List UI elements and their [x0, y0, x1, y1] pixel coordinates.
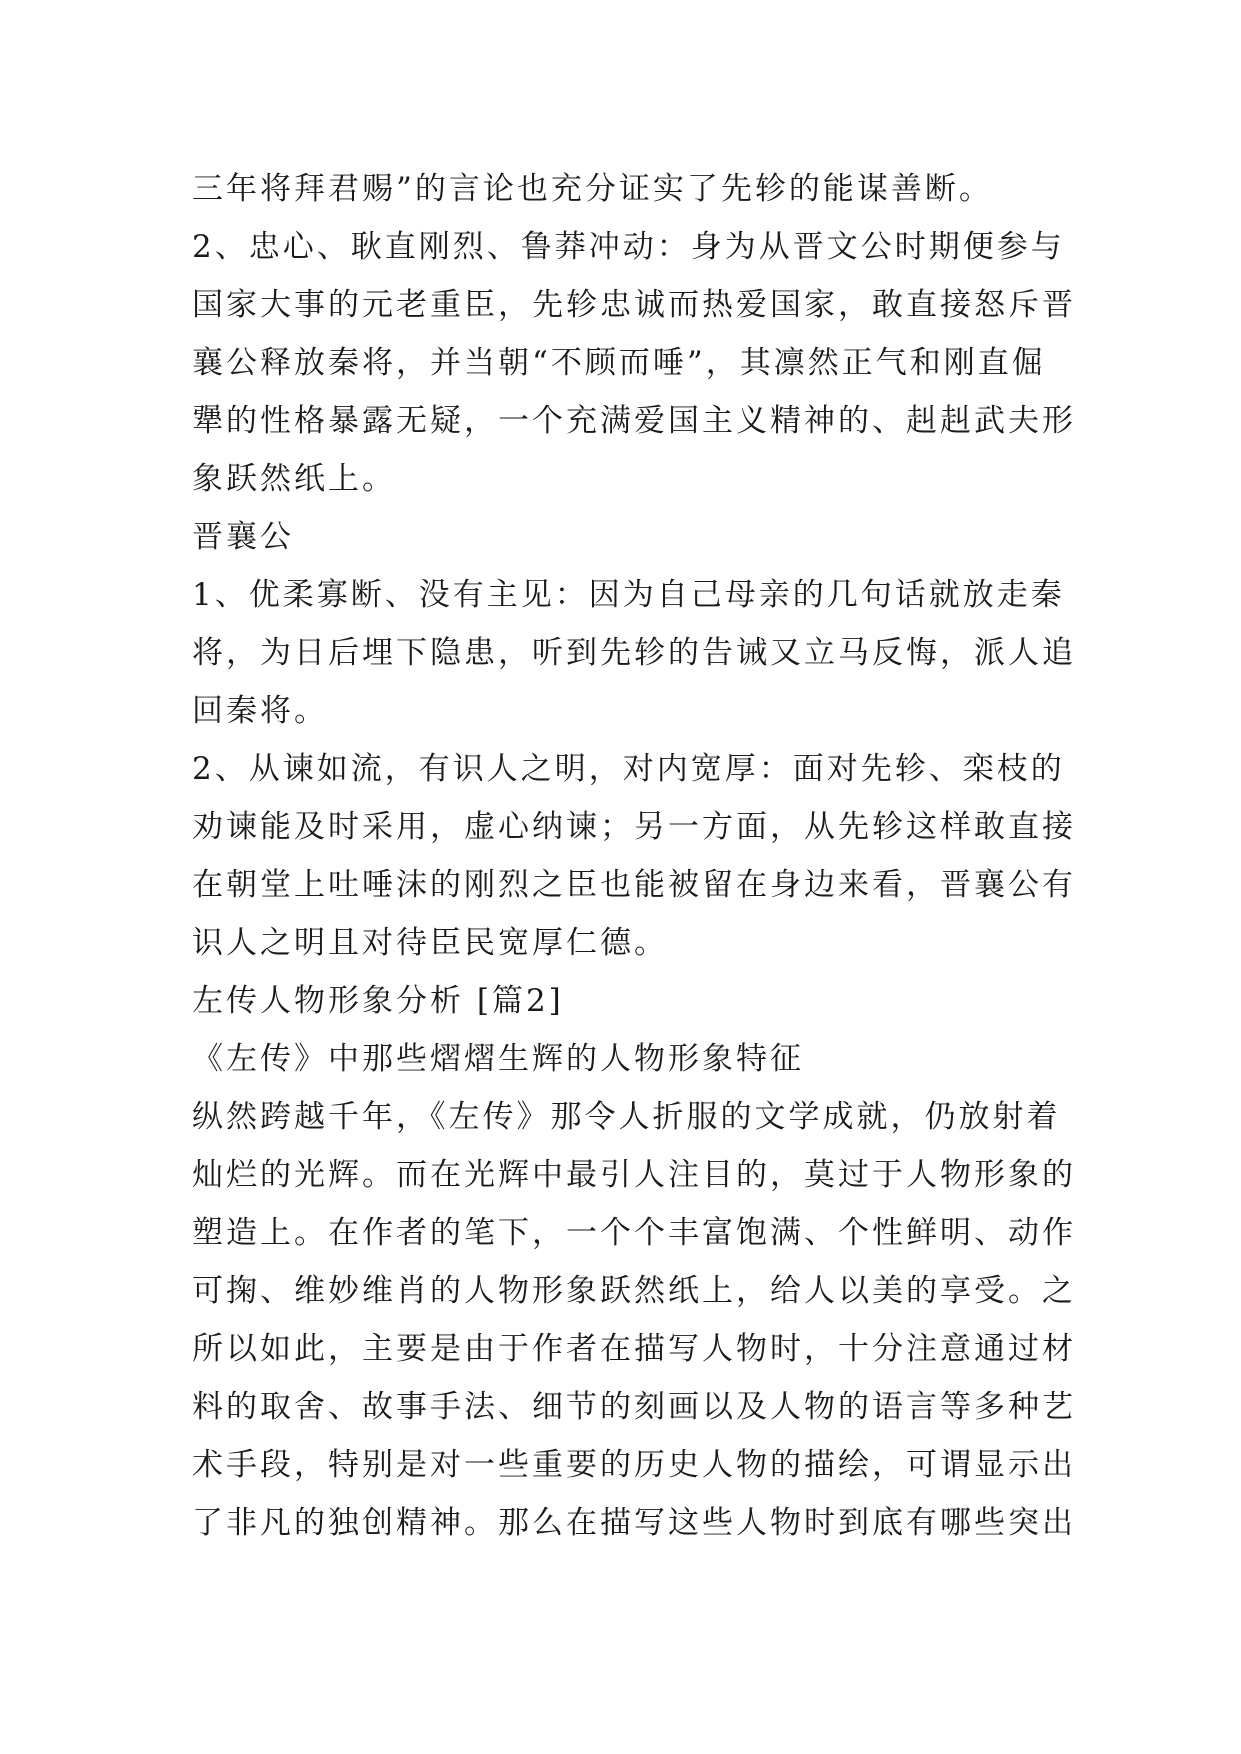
text-line: 灿烂的光辉。而在光辉中最引人注目的，莫过于人物形象的 — [192, 1157, 1076, 1193]
text-line: 料的取舍、故事手法、细节的刻画以及人物的语言等多种艺 — [192, 1389, 1076, 1425]
text-line: 将，为日后埋下隐患，听到先轸的告诫又立马反悔，派人追 — [192, 635, 1076, 671]
section-heading: 晋襄公 — [192, 519, 294, 555]
text-line: 2、忠心、耿直刚烈、鲁莽冲动：身为从晋文公时期便参与 — [192, 229, 1065, 265]
text-line: 可掬、维妙维肖的人物形象跃然纸上，给人以美的享受。之 — [192, 1273, 1076, 1309]
text-line: 术手段，特别是对一些重要的历史人物的描绘，可谓显示出 — [192, 1447, 1076, 1483]
article-title: 左传人物形象分析 [篇2] — [192, 983, 564, 1019]
text-line: 1、优柔寡断、没有主见：因为自己母亲的几句话就放走秦 — [192, 577, 1065, 613]
text-line: 劝谏能及时采用，虚心纳谏；另一方面，从先轸这样敢直接 — [192, 809, 1076, 845]
article-subtitle: 《左传》中那些熠熠生辉的人物形象特征 — [192, 1041, 804, 1077]
text-line: 犟的性格暴露无疑，一个充满爱国主义精神的、赳赳武夫形 — [192, 403, 1076, 439]
text-line: 2、从谏如流，有识人之明，对内宽厚：面对先轸、栾枝的 — [192, 751, 1065, 787]
text-line: 襄公释放秦将，并当朝“不顾而唾”，其凛然正气和刚直倔 — [192, 345, 1046, 381]
text-line: 塑造上。在作者的笔下，一个个丰富饱满、个性鲜明、动作 — [192, 1215, 1076, 1251]
text-line: 了非凡的独创精神。那么在描写这些人物时到底有哪些突出 — [192, 1505, 1076, 1541]
text-line: 纵然跨越千年，《左传》那令人折服的文学成就，仍放射着 — [192, 1099, 1061, 1135]
text-line: 所以如此，主要是由于作者在描写人物时，十分注意通过材 — [192, 1331, 1076, 1367]
text-line: 回秦将。 — [192, 693, 328, 729]
text-line: 象跃然纸上。 — [192, 461, 396, 497]
document-body — [192, 160, 1076, 1552]
text-line: 三年将拜君赐”的言论也充分证实了先轸的能谋善断。 — [192, 171, 993, 207]
text-line: 识人之明且对待臣民宽厚仁德。 — [192, 925, 668, 961]
text-line: 国家大事的元老重臣，先轸忠诚而热爱国家，敢直接怒斥晋 — [192, 287, 1076, 323]
text-line: 在朝堂上吐唾沫的刚烈之臣也能被留在身边来看，晋襄公有 — [192, 867, 1076, 903]
